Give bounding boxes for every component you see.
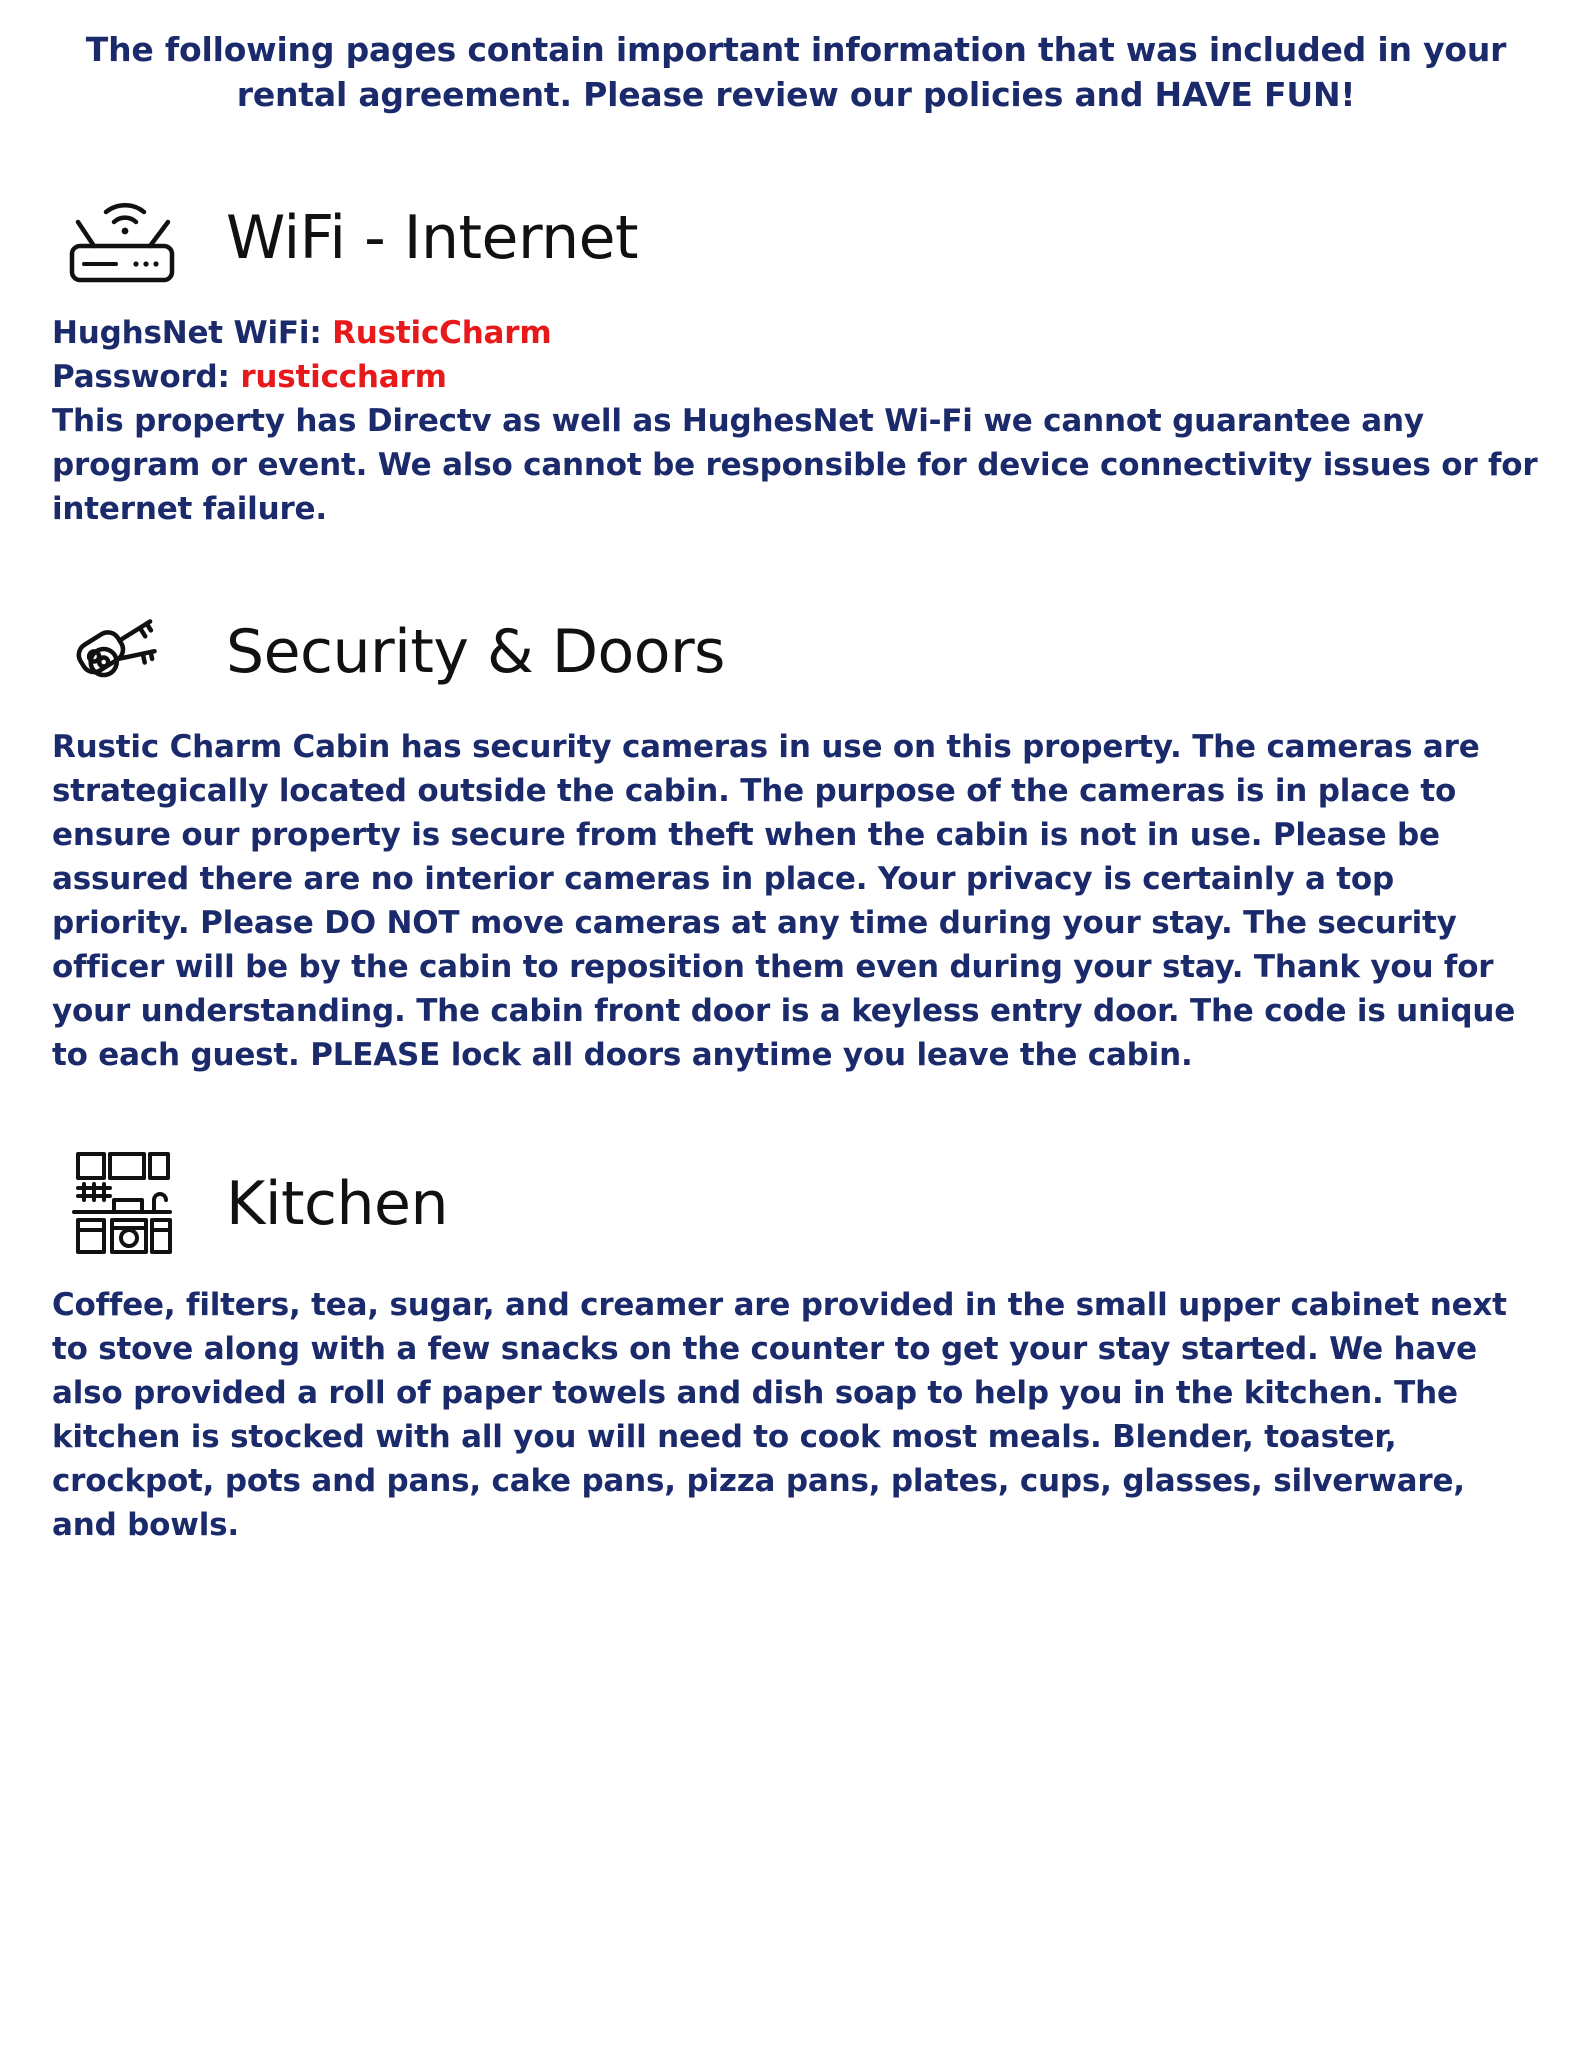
kitchen-body (52, 1283, 1540, 1547)
section-header-security (52, 593, 1540, 711)
security-body-text: Rustic Charm Cabin has security cameras in use on this property. The cameras are strategically located outside the cabin. The purpose of the cameras is in place to ensure our property is secure from theft when the cabin is not in use. Please be assured there are no interior cameras in place. Your privacy is certainly a top priority. Please DO NOT move cameras at any time during your stay. The security officer will be by the cabin to reposition them even during your stay. Thank you for your understanding. The cabin front door is a keyless entry door. The code is unique to each guest. PLEASE lock all doors anytime you leave the cabin. (52, 729, 1516, 1074)
wifi-password-label: Password: (52, 359, 230, 396)
wifi-network-label: HughsNet WiFi: (52, 315, 322, 352)
wifi-password-value: rusticcharm (240, 359, 447, 396)
keys-icon (52, 593, 192, 711)
section-header-kitchen (52, 1139, 1540, 1269)
section-title-kitchen: Kitchen (226, 1169, 448, 1240)
section-header-wifi (52, 179, 1540, 297)
section-wifi (52, 179, 1540, 531)
section-security (52, 593, 1540, 1077)
section-title-wifi: WiFi - Internet (226, 203, 639, 274)
wifi-network-line (52, 311, 1540, 355)
wifi-body-text: This property has Directv as well as HughesNet Wi-Fi we cannot guarantee any program or event. We also cannot be responsible for device connectivity issues or for internet failure. (52, 403, 1538, 528)
wifi-network-value: RusticCharm (332, 315, 552, 352)
kitchen-icon (52, 1139, 192, 1269)
security-body (52, 725, 1540, 1077)
wifi-details (52, 311, 1540, 531)
wifi-password-line (52, 355, 1540, 399)
page-intro-text: The following pages contain important information that was included in your rental agreement. Please review our policies and HAVE FUN! (85, 30, 1507, 114)
section-title-security: Security & Doors (226, 617, 725, 688)
wifi-router-icon (52, 179, 192, 297)
section-kitchen (52, 1139, 1540, 1547)
kitchen-body-text: Coffee, filters, tea, sugar, and creamer are provided in the small upper cabinet next to stove along with a few snacks on the counter to get your stay started. We have also provided a roll of paper towels and dish soap to help you in the kitchen. The kitchen is stocked with all you will need to cook most meals. Blender, toaster, crockpot, pots and pans, cake pans, pizza pans, plates, cups, glasses, silverware, and bowls. (52, 1287, 1507, 1544)
